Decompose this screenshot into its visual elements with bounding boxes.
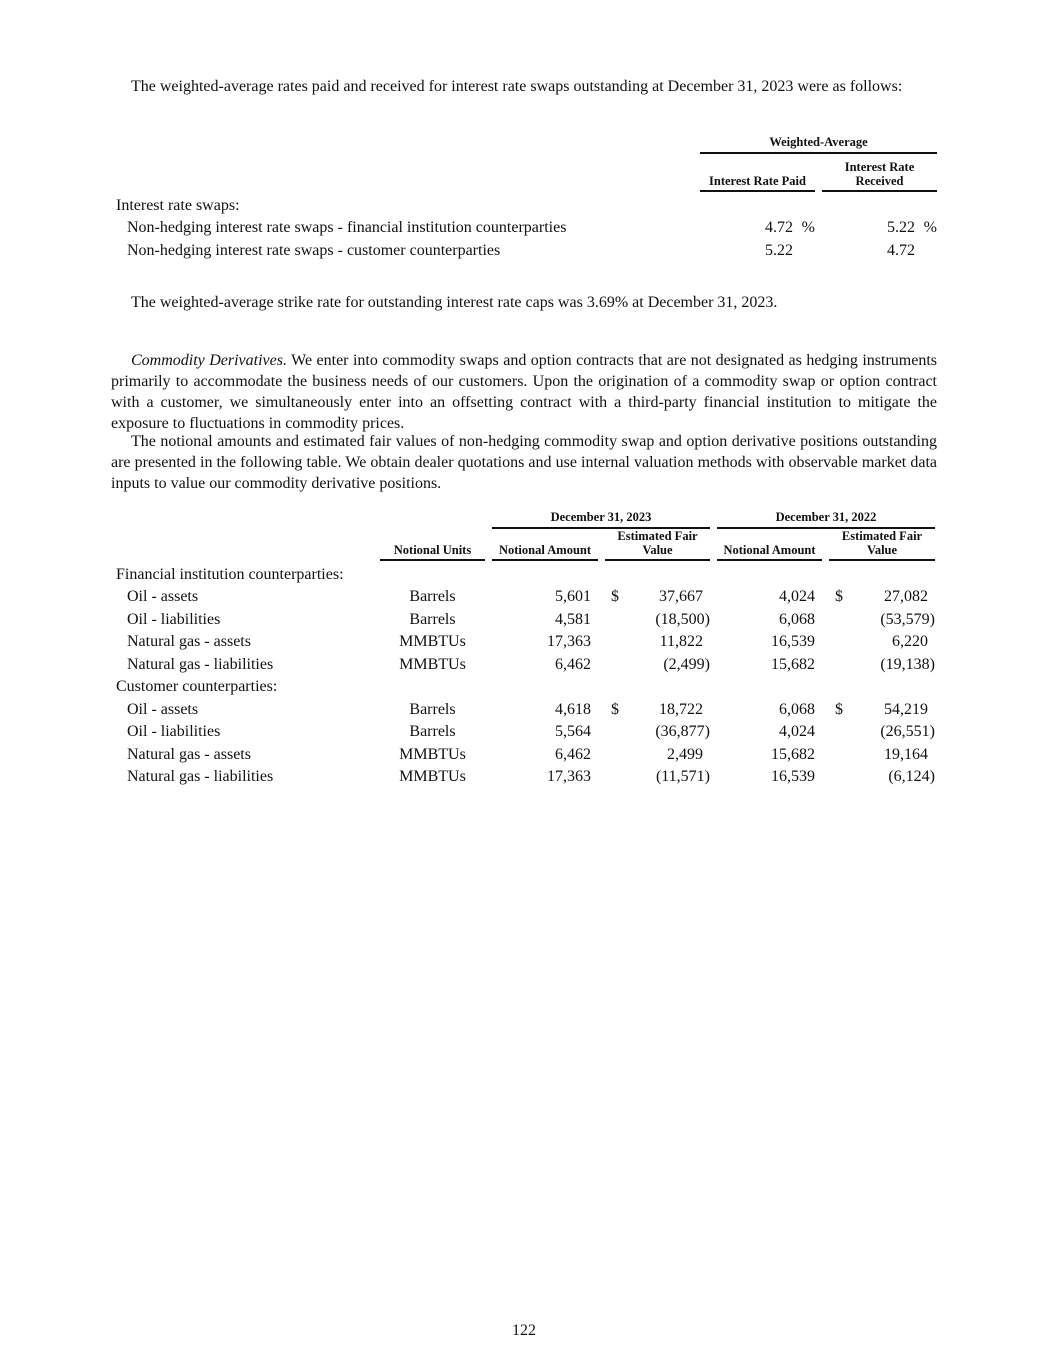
fair-value-amount: 54,219 <box>884 700 928 718</box>
rate-value: 5.22 <box>887 219 915 236</box>
rate-received <box>822 215 937 238</box>
notional-amount-2022: 4,024 <box>779 588 815 605</box>
rate-value: 4.72 <box>887 241 915 259</box>
table-row <box>111 606 935 629</box>
fair-value-amount: (11,571) <box>655 768 710 785</box>
notional-amount-2022: 6,068 <box>779 610 815 628</box>
fair-value-amount: 18,722 <box>659 700 703 718</box>
row-label: Oil - assets <box>127 588 199 605</box>
section-row <box>111 561 935 584</box>
notional-amount-2022: 6,068 <box>779 700 815 718</box>
empty-cell <box>717 674 822 697</box>
rate-paid <box>700 237 815 260</box>
table-row <box>111 651 935 674</box>
fair-value-amount: (18,500) <box>655 610 710 628</box>
fair-value-amount: (26,551) <box>880 723 935 740</box>
fair-value-2022 <box>829 606 935 629</box>
notional-amount-2022: 15,682 <box>771 655 815 673</box>
table-row <box>111 741 935 764</box>
fair-value-amount: 19,164 <box>884 745 928 763</box>
table-row <box>111 764 935 787</box>
section-row <box>111 192 937 215</box>
notional-amount-2022: 16,539 <box>771 633 815 650</box>
section-label: Financial institution counterparties: <box>116 565 344 583</box>
section-row <box>111 674 935 697</box>
period-header-2022: December 31, 2022 <box>717 510 935 529</box>
percent-sign: % <box>923 219 937 236</box>
row-label: Natural gas - assets <box>127 633 251 650</box>
commodity-derivatives-heading: Commodity Derivatives. <box>131 352 287 369</box>
notional-amount-2023: 4,581 <box>555 610 591 628</box>
fair-value-2023 <box>605 719 710 742</box>
fair-value-2023 <box>605 651 710 674</box>
table-row <box>111 719 935 742</box>
fair-value-2023 <box>605 584 710 607</box>
table-row <box>111 696 935 719</box>
fair-value-2022 <box>829 719 935 742</box>
notional-amount-header-2023: Notional Amount <box>492 529 598 561</box>
fair-value-amount: (19,138) <box>880 655 935 673</box>
rate-paid-header: Interest Rate Paid <box>700 154 815 192</box>
fair-value-2022 <box>829 741 935 764</box>
rate-value: 4.72 <box>765 219 793 236</box>
empty-cell <box>605 674 710 697</box>
interest-rate-swaps-table <box>104 135 944 260</box>
fair-value-header-2022: Estimated Fair Value <box>829 529 935 561</box>
empty-cell <box>380 561 485 584</box>
empty-cell <box>380 674 485 697</box>
section-label: Customer counterparties: <box>116 678 278 695</box>
fair-value-amount: 37,667 <box>659 588 703 605</box>
row-label: Oil - assets <box>127 700 199 718</box>
notional-units: Barrels <box>409 700 456 718</box>
fair-value-amount: (6,124) <box>888 768 935 785</box>
notional-units: MMBTUs <box>399 655 466 673</box>
strike-rate-paragraph: The weighted-average strike rate for outstanding interest rate caps was 3.69% at December 31, 2023. <box>131 294 778 311</box>
currency-symbol: $ <box>611 588 619 605</box>
row-label: Natural gas - liabilities <box>127 655 274 673</box>
notional-amounts-paragraph: The notional amounts and estimated fair values of non-hedging commodity swap and option derivative positions outstanding are presented in the following table. We obtain dealer quotations and use internal valuation methods with observable market data inputs to value our commodity derivative positions. <box>111 433 937 492</box>
commodity-derivatives-table <box>104 510 942 786</box>
fair-value-2023 <box>605 764 710 787</box>
row-label: Non-hedging interest rate swaps - customer counterparties <box>127 241 501 259</box>
notional-units-header: Notional Units <box>380 529 485 561</box>
notional-units: Barrels <box>409 588 456 605</box>
fair-value-2023 <box>605 606 710 629</box>
fair-value-2023 <box>605 629 710 652</box>
fair-value-2022 <box>829 696 935 719</box>
fair-value-amount: 27,082 <box>884 588 928 605</box>
notional-amount-2023: 17,363 <box>547 633 591 650</box>
fair-value-amount: (2,499) <box>663 655 710 673</box>
notional-amount-header-2022: Notional Amount <box>717 529 822 561</box>
fair-value-amount: 2,499 <box>667 745 703 763</box>
fair-value-amount: (53,579) <box>880 610 935 628</box>
notional-units: MMBTUs <box>399 633 466 650</box>
notional-amount-2023: 5,601 <box>555 588 591 605</box>
rate-paid <box>700 215 815 238</box>
fair-value-amount: 11,822 <box>659 633 703 650</box>
empty-cell <box>492 674 598 697</box>
empty-cell <box>822 192 937 215</box>
period-header-2023: December 31, 2023 <box>492 510 710 529</box>
fair-value-2023 <box>605 696 710 719</box>
table-row <box>111 215 937 238</box>
row-label: Natural gas - assets <box>127 745 251 763</box>
notional-amount-2023: 6,462 <box>555 655 591 673</box>
notional-units: MMBTUs <box>399 745 466 763</box>
commodity-derivatives-paragraph <box>111 350 937 434</box>
empty-cell <box>700 192 815 215</box>
notional-amount-2023: 4,618 <box>555 700 591 718</box>
currency-symbol: $ <box>611 700 619 718</box>
notional-amount-2022: 16,539 <box>771 768 815 785</box>
empty-cell <box>829 561 935 584</box>
row-label: Natural gas - liabilities <box>127 768 274 785</box>
fair-value-2022 <box>829 584 935 607</box>
empty-cell <box>605 561 710 584</box>
fair-value-amount: (36,877) <box>655 723 710 740</box>
rate-value: 5.22 <box>765 241 793 259</box>
row-label: Oil - liabilities <box>127 610 221 628</box>
empty-cell <box>829 674 935 697</box>
fair-value-2022 <box>829 629 935 652</box>
notional-amount-2023: 5,564 <box>555 723 591 740</box>
percent-sign: % <box>801 219 815 236</box>
page-number: 122 <box>512 1322 536 1339</box>
currency-symbol: $ <box>835 588 843 605</box>
rate-received <box>822 237 937 260</box>
weighted-average-header: Weighted-Average <box>700 135 937 154</box>
row-label: Oil - liabilities <box>127 723 221 740</box>
commodity-derivatives-text: We enter into commodity swaps and option contracts that are not designated as hedging instruments primarily to accommodate the business needs of our customers. Upon the origination of a commodity swap or option contract with a customer, we simultaneously enter into an offsetting contract with a third-party financial institution to mitigate the exposure to fluctuations in commodity prices. <box>111 352 937 432</box>
fair-value-2023 <box>605 741 710 764</box>
table-row <box>111 237 937 260</box>
rate-received-header: Interest Rate Received <box>822 154 937 192</box>
table-row <box>111 629 935 652</box>
notional-amount-2022: 15,682 <box>771 745 815 763</box>
empty-cell <box>717 561 822 584</box>
fair-value-2022 <box>829 764 935 787</box>
fair-value-header-2023: Estimated Fair Value <box>605 529 710 561</box>
notional-units: Barrels <box>409 723 456 740</box>
empty-cell <box>492 561 598 584</box>
notional-units: Barrels <box>409 610 456 628</box>
table-row <box>111 584 935 607</box>
row-label: Non-hedging interest rate swaps - financial institution counterparties <box>127 219 567 236</box>
fair-value-amount: 6,220 <box>892 633 928 650</box>
notional-amount-2022: 4,024 <box>779 723 815 740</box>
fair-value-2022 <box>829 651 935 674</box>
intro-paragraph: The weighted-average rates paid and received for interest rate swaps outstanding at December 31, 2023 were as follows: <box>131 78 903 95</box>
currency-symbol: $ <box>835 700 843 718</box>
notional-units: MMBTUs <box>399 768 466 785</box>
notional-amount-2023: 17,363 <box>547 768 591 785</box>
notional-amount-2023: 6,462 <box>555 745 591 763</box>
section-label: Interest rate swaps: <box>116 196 240 214</box>
